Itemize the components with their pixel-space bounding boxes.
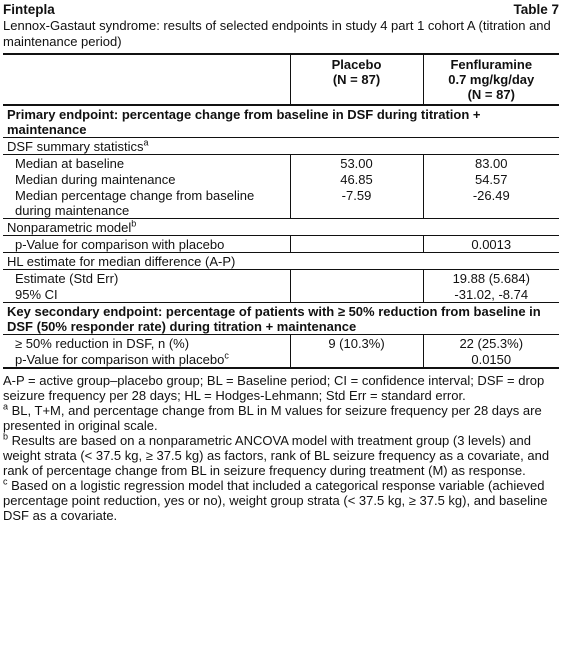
results-table: [3, 53, 559, 369]
nonparametric-label: Nonparametric model$^b$: [3, 219, 559, 236]
hl-estimate-label: HL estimate for median difference (A-P): [3, 253, 559, 270]
footnote-b: $^b$ Results are based on a nonparametric ANCOVA model with treatment group (3 levels) and weight strata (< 37.5 kg, ≥ 37.5 kg) as factors, rank of BL seizure frequency as a covariate, and rank of percentage change from BL in seizure frequency during treatment (M) as response.: [3, 431, 550, 478]
table-row: ≥ 50% reduction in DSF, n (%) 9 (10.3%) 22 (25.3%): [3, 335, 559, 352]
column-header-row: [3, 54, 559, 105]
abbreviations-footnote: A-P = active group–placebo group; BL = Baseline period; CI = confidence interval; DSF = drop seizure frequency per 28 days; HL = Hodges-Lehmann; Std Err = standard error.: [3, 373, 545, 403]
empty-cell: [290, 351, 423, 368]
table-row: 95% CI -31.02, -8.74: [3, 286, 559, 303]
table-label: Table 7: [513, 2, 559, 17]
placebo-column-header: Placebo (N = 87): [290, 54, 423, 105]
product-name: Fintepla: [3, 2, 55, 17]
footnotes: [3, 373, 559, 523]
table-row: Estimate (Std Err) 19.88 (5.684): [3, 270, 559, 287]
drug-column-header: Fenfluramine 0.7 mg/kg/day (N = 87): [423, 54, 559, 105]
table-row: p-Value for comparison with placebo 0.0013: [3, 236, 559, 253]
table-row: Median percentage change from baseline during maintenance -7.59 -26.49: [3, 187, 559, 219]
summary-stats-label: DSF summary statistics$^a$: [3, 138, 559, 155]
empty-cell: [290, 270, 423, 287]
table-row: Median during maintenance 46.85 54.57: [3, 171, 559, 187]
hl-estimate-row: [3, 253, 559, 270]
empty-cell: [290, 236, 423, 253]
nonparametric-row: [3, 219, 559, 236]
primary-endpoint-heading: Primary endpoint: percentage change from baseline in DSF during titration + maintenance: [3, 105, 559, 138]
document-page: [3, 0, 559, 523]
footnote-c: $^c$ Based on a logistic regression model that included a categorical response variable (achieved percentage point reduction, yes or no), weight group strata (< 37.5 kg, ≥ 37.5 kg), and baseline DSF as a covariate.: [3, 476, 548, 523]
table-row: Median at baseline 53.00 83.00: [3, 155, 559, 172]
summary-stats-row: [3, 138, 559, 155]
secondary-endpoint-heading-row: [3, 303, 559, 335]
primary-endpoint-heading-row: [3, 105, 559, 138]
secondary-endpoint-heading: Key secondary endpoint: percentage of patients with ≥ 50% reduction from baseline in DSF (50% responder rate) during titration + maintenance: [3, 303, 559, 335]
table-row: p-Value for comparison with placebo$^c$ 0.0150: [3, 351, 559, 368]
table-subtitle: Lennox-Gastaut syndrome: results of selected endpoints in study 4 part 1 cohort A (titration and maintenance period): [3, 18, 551, 49]
empty-header-cell: [3, 54, 290, 105]
footnote-a: $^a$ BL, T+M, and percentage change from BL in M values for seizure frequency per 28 days are presented in original scale.: [3, 401, 542, 433]
empty-cell: [290, 286, 423, 303]
header-bar: [3, 2, 559, 18]
